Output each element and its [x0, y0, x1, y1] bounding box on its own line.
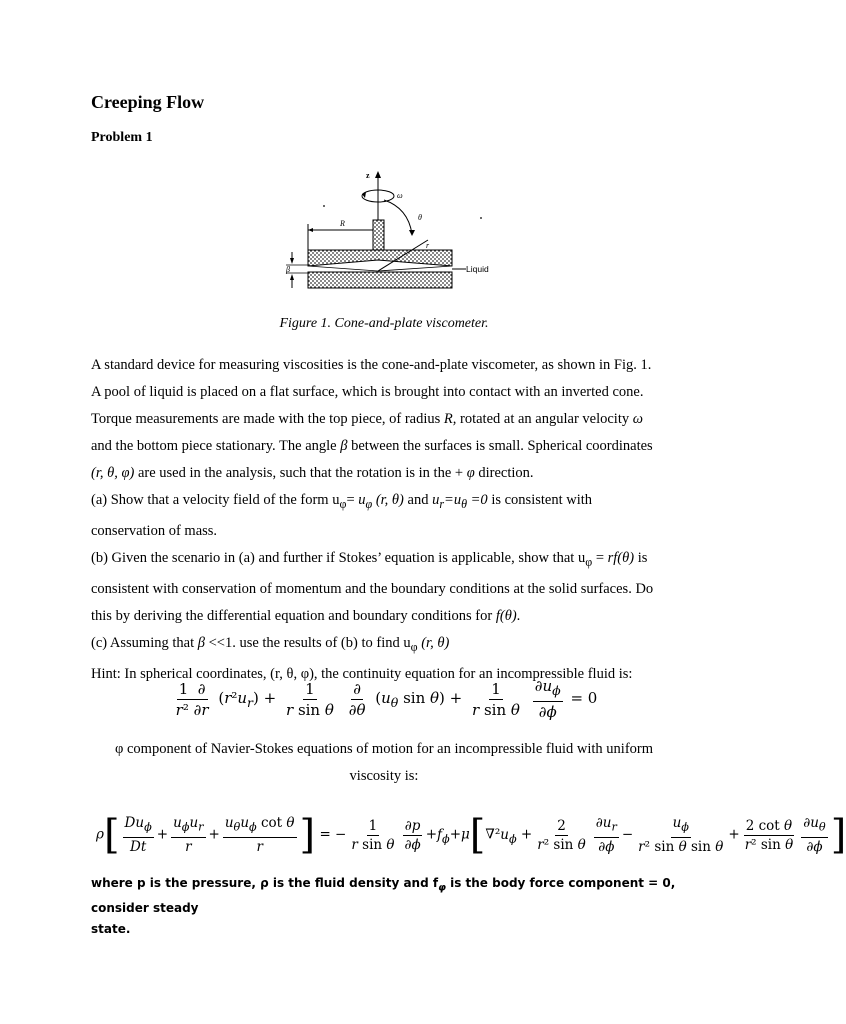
- cone-plate-figure: [280, 168, 500, 296]
- continuity-equation: $\frac{1 \partial}{\text{r² ∂r}}$ $(r^2u_r)$ + $\frac{1}{\text{r sin θ}}$ $\frac{\partial}{\partial\theta}$ ($u_\theta$ sin θ) + $\frac{1}{\text{r sin θ}}$ $\frac{\partial u_\phi}{\partial\phi}$ = 0: [175, 677, 598, 721]
- beta-label: β: [286, 265, 290, 274]
- problem-heading: Problem 1: [91, 130, 153, 145]
- text-line: conservation of mass.: [91, 522, 218, 539]
- text-line: Hint: In spherical coordinates, (r, θ, φ), the continuity equation for an incompressible fluid is:: [91, 665, 633, 682]
- text-line: (r, θ, φ) are used in the analysis, such that the rotation is in the + φ direction.: [91, 465, 534, 481]
- figure-caption: Figure 1. Cone-and-plate viscometer.: [279, 316, 489, 331]
- text-line: this by deriving the differential equation and boundary conditions for f(θ).: [91, 607, 521, 624]
- theta-label: θ: [418, 213, 422, 222]
- problem-text: [91, 352, 691, 688]
- z-arrow-icon: [375, 171, 381, 178]
- plate: [308, 272, 452, 288]
- text-line: (b) Given the scenario in (a) and further if Stokes’ equation is applicable, show that $u_\varphi = rf(\theta)$ is: [91, 549, 648, 569]
- text-line: Torque measurements are made with the top piece, of radius R, rotated at an angular velocity ω: [91, 411, 643, 427]
- text-line: A standard device for measuring viscosities is the cone-and-plate viscometer, as shown in Fig. 1.: [91, 357, 652, 373]
- R-label: R: [340, 219, 345, 228]
- text-line: (c) Assuming that β <<1. use the results of (b) to find $u_\varphi$ (r, θ): [91, 634, 450, 654]
- cone: [308, 250, 452, 266]
- navier-stokes-equation: ρ[ $\frac{Du_\phi}{Dt}$ + $\frac{u_\phi u_r}{r}$ + $\frac{u_\theta u_\phi \cot \theta}{r}$ ] = − $\frac{1}{\text{r sin θ}}$ $\frac{\partial p}{\partial\phi}$ $+f_\phi+\mu[\nabla^2u_\phi$ + $\frac{2}{\text{r² sin θ}}$ $\frac{\partial u_r}{\partial\phi}$ − $\frac{u_\phi}{\text{r² sin θ sin θ}}$ + $\frac{\text{2 cot θ}}{\text{r² sin θ}}$ $\frac{\partial u_\theta}{\partial\phi}$ ]: [96, 812, 846, 858]
- text-line: A pool of liquid is placed on a flat surface, which is brought into contact with an inverted cone.: [91, 384, 644, 400]
- text-line: consistent with conservation of momentum and the boundary conditions at the solid surfaces. Do: [91, 580, 654, 597]
- z-label: z: [366, 171, 370, 180]
- shaft: [373, 220, 384, 250]
- omega-label: ω: [397, 191, 403, 200]
- liquid-label: Liquid: [466, 264, 489, 274]
- ns-intro: φ component of Navier-Stokes equations of motion for an incompressible fluid with uniform viscosity is:: [114, 741, 654, 784]
- document-title: Creeping Flow: [91, 92, 205, 112]
- r-label: r: [426, 241, 430, 250]
- text-line: and the bottom piece stationary. The angle β between the surfaces is small. Spherical coordinates: [91, 438, 653, 454]
- where-note: where p is the pressure, ρ is the fluid density and $f_\varphi$ is the body force component = 0, consider steady state.: [91, 876, 676, 937]
- text-line: (a) Show that a velocity field of the form $u_\varphi= u_\varphi$ (r, θ) and $u_r=u_\theta =0$ is consistent with: [91, 492, 593, 511]
